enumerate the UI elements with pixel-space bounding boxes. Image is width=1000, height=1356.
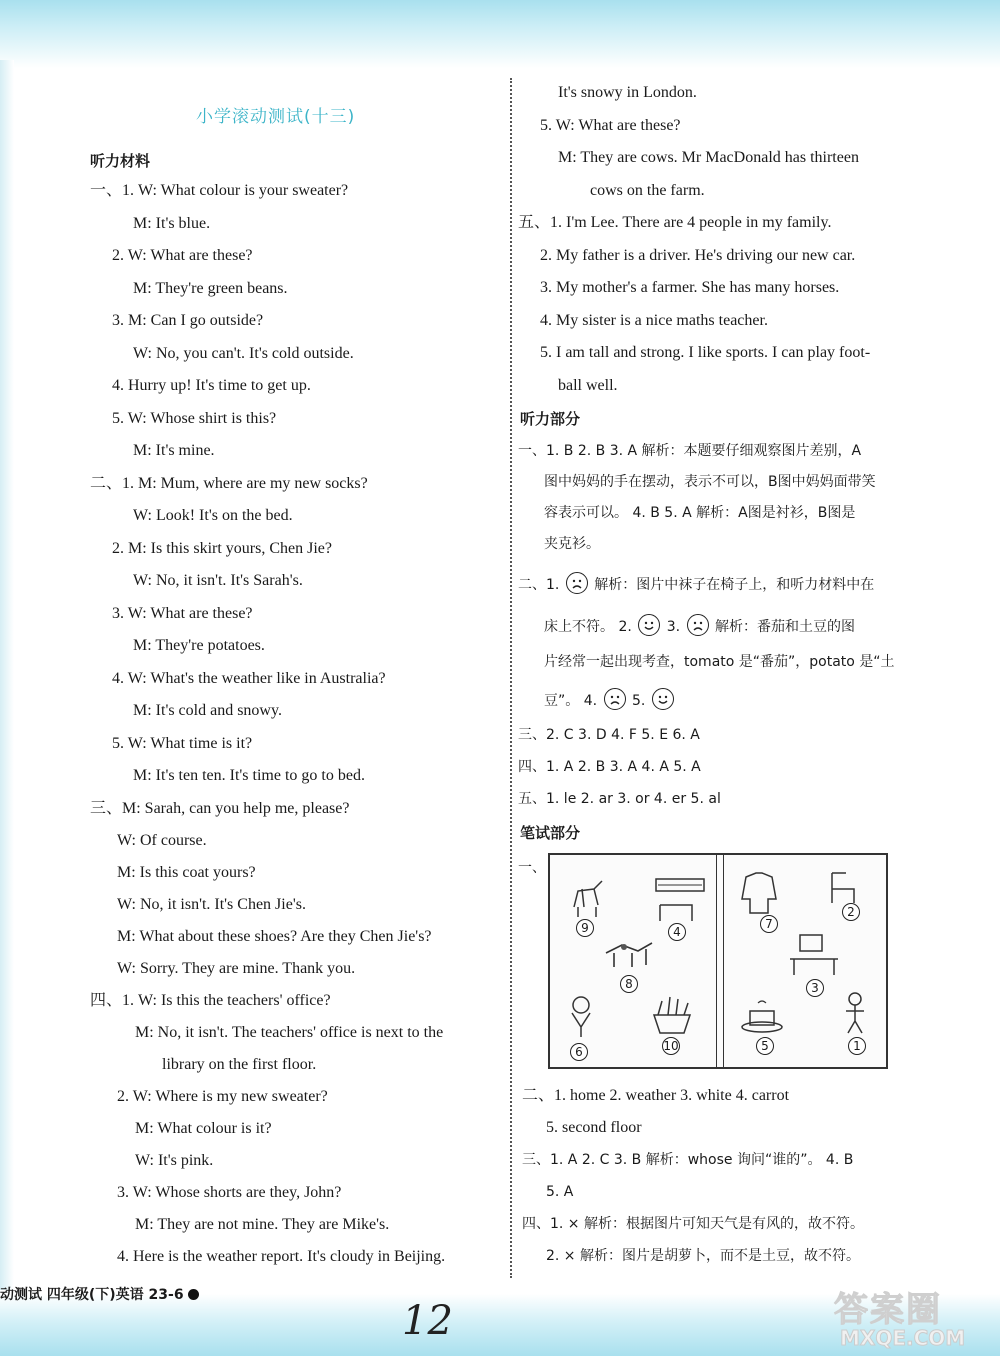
left-line: 三、M: Sarah, can you help me, please? [90,800,350,817]
answer-text: 床上不符。 2. [544,619,632,635]
goat-picture [568,877,608,921]
answer-text: 解析：图片中袜子在椅子上，和听力材料中在 [594,577,875,593]
jacket-picture [738,869,780,917]
sad-face-icon [687,614,709,636]
answer-line: 图中妈妈的手在摆动，表示不可以，B图中妈妈面带笑 [544,474,876,490]
answer-line [544,614,855,637]
left-line: M: They're green beans. [133,280,288,297]
answer-line [518,572,874,595]
bullet-icon [188,1289,199,1300]
listening-part-heading: 听力部分 [520,410,581,428]
number-label: 8 [620,975,638,993]
right-line: 3. My mother's a farmer. She has many horses. [540,279,840,296]
left-line: 2. M: Is this skirt yours, Chen Jie? [112,540,332,557]
number-label: 2 [842,903,860,921]
right-line: It's snowy in London. [558,84,697,101]
number-label: 6 [570,1043,588,1061]
left-line: library on the first floor. [162,1056,317,1073]
answer-text: 二、1. [518,577,560,593]
computer-desk-picture [786,929,842,977]
left-line: W: It's pink. [135,1152,214,1169]
left-line: M: They're potatoes. [133,637,265,654]
left-line: 3. M: Can I go outside? [112,312,264,329]
number-label: 9 [576,919,594,937]
left-line: M: It's ten ten. It's time to go to bed. [133,767,365,784]
smiley-face-icon [652,688,674,710]
left-line: 5. W: What time is it? [112,735,253,752]
left-line: 2. W: Where is my new sweater? [117,1088,328,1105]
listening-material-heading: 听力材料 [90,152,151,170]
number-label: 10 [663,1039,679,1053]
picture-book [548,853,888,1069]
number-label: 5 [756,1037,774,1055]
left-line: 3. W: Whose shorts are they, John? [117,1184,342,1201]
left-line: M: What colour is it? [135,1120,272,1137]
answer-line: 片经常一起出现考查，tomato 是“番茄”，potato 是“土 [544,654,895,670]
answer-line: 夹克衫。 [544,536,600,552]
left-line: M: It's cold and snowy. [133,702,282,719]
child-picture [840,991,870,1035]
answer-line: 四、1. × 解析：根据图片可知天气是有风的，故不符。 [522,1216,864,1232]
left-line: 4. W: What's the weather like in Australia? [112,670,386,687]
left-line: M: They are not mine. They are Mike's. [135,1216,390,1233]
ice-cream-picture [564,995,598,1039]
left-line: 2. W: What are these? [112,247,253,264]
answer-text: 3. [666,619,681,635]
answer-line [544,688,676,711]
answer-text: 豆”。 4. [544,693,598,709]
left-line: 4. Hurry up! It's time to get up. [112,377,311,394]
page-title: 小学滚动测试(十三) [196,107,356,127]
page-footer [0,1284,199,1304]
carrots-basket-picture [648,993,696,1037]
sad-face-icon [566,572,588,594]
right-line: 5. W: What are these? [540,117,681,134]
right-line: 2. My father is a driver. He's driving our new car. [540,247,856,264]
answer-line: 四、1. A 2. B 3. A 4. A 5. A [518,759,701,775]
right-line: 五、1. I'm Lee. There are 4 people in my family. [518,214,832,231]
number-label: 7 [760,915,778,933]
left-line: M: Is this coat yours? [117,864,256,881]
number-label: 1 [848,1037,866,1055]
left-line: W: No, it isn't. It's Chen Jie's. [117,896,306,913]
left-line: 3. W: What are these? [112,605,253,622]
left-line: M: It's blue. [133,215,211,232]
left-line: M: It's mine. [133,442,215,459]
left-line: 5. W: Whose shirt is this? [112,410,277,427]
handwritten-page-number: 12 [402,1298,453,1344]
left-line: W: Of course. [117,832,207,849]
answer-text: 解析：番茄和土豆的图 [714,619,855,635]
left-line: W: No, you can't. It's cold outside. [133,345,354,362]
answer-text: 5. [631,693,646,709]
right-line: 4. My sister is a nice maths teacher. [540,312,768,329]
left-line: W: Sorry. They are mine. Thank you. [117,960,356,977]
footer-text: 动测试 四年级(下)英语 23-6 [0,1287,184,1303]
watermark-url: MXQE.COM [840,1326,966,1350]
number-label: 4 [668,923,686,941]
left-line: 4. Here is the weather report. It's cloudy in Beijing. [117,1248,446,1265]
answer-line: 三、2. C 3. D 4. F 5. E 6. A [518,727,700,743]
left-line: 二、1. M: Mum, where are my new socks? [90,475,368,492]
answer-line: 5. A [546,1184,574,1200]
left-edge-shadow [0,60,14,1290]
right-line: M: They are cows. Mr MacDonald has thirteen [558,149,859,166]
chair-socks-picture [826,869,862,909]
answer-line: 5. second floor [546,1119,642,1136]
answer-line: 容表示可以。 4. B 5. A 解析：A图是衬衫，B图是 [544,505,856,521]
number-label: 3 [806,979,824,997]
answer-line: 三、1. A 2. C 3. B 解析：whose 询问“谁的”。 4. B [522,1152,854,1168]
answer-line: 二、1. home 2. weather 3. white 4. carrot [522,1087,790,1104]
watermark-logo-text: 答案圈 [834,1290,942,1330]
book-spine [716,855,724,1067]
smiley-face-icon [638,614,660,636]
written-part-heading: 笔试部分 [520,824,581,842]
computer-room-picture [652,875,708,925]
written-q1-label: 一、 [518,860,546,876]
left-line: M: What about these shoes? Are they Chen Jie's? [117,928,432,945]
answer-line: 五、1. le 2. ar 3. or 4. er 5. al [518,791,721,807]
left-line: 一、1. W: What colour is your sweater? [90,182,349,199]
answer-line: 2. × 解析：图片是胡萝卜，而不是土豆，故不符。 [546,1248,860,1264]
answer-line: 一、1. B 2. B 3. A 解析：本题要仔细观察图片差别，A [518,443,862,459]
left-line: W: No, it isn't. It's Sarah's. [133,572,303,589]
right-line: 5. I am tall and strong. I like sports. I can play foot- [540,344,871,361]
sad-face-icon [604,688,626,710]
top-decorative-band [0,0,1000,68]
column-divider [510,78,512,1278]
horses-picture [602,935,658,975]
left-line: 四、1. W: Is this the teachers' office? [90,992,331,1009]
right-line: ball well. [558,377,618,394]
watermark [834,1282,994,1352]
left-line: W: Look! It's on the bed. [133,507,293,524]
cake-plate-picture [738,999,786,1035]
left-line: M: No, it isn't. The teachers' office is next to the [135,1024,444,1041]
right-line: cows on the farm. [590,182,705,199]
